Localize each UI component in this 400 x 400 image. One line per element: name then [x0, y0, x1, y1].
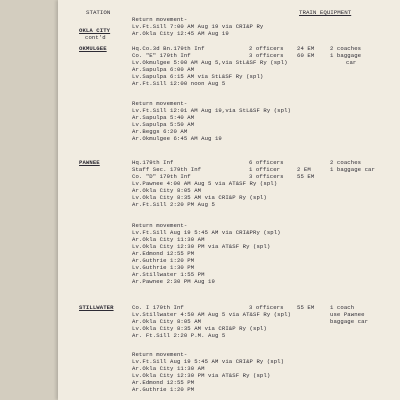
- pawnee-return-label: Return movement-: [132, 222, 188, 229]
- okmulgee-unit: Co. "E" 179th Inf: [132, 52, 191, 59]
- pawnee-equipment: 2 coaches: [330, 159, 362, 166]
- pawnee-line: Lv.Pawnee 4:00 AM Aug 5 via AT&SF Ry (spl): [132, 180, 278, 187]
- pawnee-return-line: Ar.Pawnee 2:30 PM Aug 19: [132, 278, 215, 285]
- stillwater-return-line: Ar.Guthrie 1:20 PM: [132, 386, 195, 393]
- station-okla-city: OKLA CITY: [79, 27, 111, 34]
- okmulgee-return-line: Lv.Sapulpa 5:50 AM: [132, 121, 195, 128]
- okmulgee-return-line: Ar.Okmulgee 6:45 AM Aug 19: [132, 135, 222, 142]
- pawnee-em: 2 EM: [297, 166, 311, 173]
- pawnee-unit: Hq.179th Inf: [132, 159, 174, 166]
- station-contd: cont'd: [85, 34, 106, 41]
- stillwater-officers: 3 officers: [249, 304, 284, 311]
- stillwater-line: Lv.Stillwater 4:50 AM Aug 5 via AT&SF Ry (spl): [132, 311, 292, 318]
- okmulgee-return-label: Return movement-: [132, 100, 188, 107]
- pawnee-line: Ar.Okla City 8:05 AM: [132, 187, 202, 194]
- binder-margin: [0, 0, 58, 400]
- stillwater-equipment: 1 coach: [330, 304, 355, 311]
- pawnee-unit: Co. "D" 179th Inf: [132, 173, 191, 180]
- okmulgee-return-line: Lv.Ft.Sill 12:01 AM Aug 19,via StL&SF Ry (spl): [132, 107, 292, 114]
- okmulgee-equipment: 2 coaches: [330, 45, 362, 52]
- okmulgee-line: Lv.Sapulpa 6:15 AM via StL&SF Ry (spl): [132, 73, 264, 80]
- okmulgee-em: 24 EM: [297, 45, 315, 52]
- okmulgee-return-line: Ar.Beggs 6:20 AM: [132, 128, 188, 135]
- okmulgee-officers: 2 officers: [249, 45, 284, 52]
- station-header: STATION: [86, 9, 111, 16]
- stillwater-line: Ar.Okla City 8:05 AM: [132, 318, 202, 325]
- train-equipment-header: TRAIN EQUIPMENT: [299, 9, 352, 16]
- stillwater-equipment: use Pawnee: [330, 311, 365, 318]
- stillwater-return-line: Ar.Okla City 11:30 AM: [132, 365, 205, 372]
- stillwater-return-line: Lv.Ft.Sill Aug 19 5:45 AM via CRI&P Ry (spl): [132, 358, 285, 365]
- okla-return-label: Return movement-: [132, 16, 188, 23]
- okla-return-line: Lv.Ft.Sill 7:00 AM Aug 19 via CRI&P Ry: [132, 23, 264, 30]
- pawnee-return-line: Ar.Stillwater 1:55 PM: [132, 271, 205, 278]
- stillwater-line: Ar. Ft.Sill 2:20 P.M. Aug 5: [132, 332, 226, 339]
- pawnee-return-line: Ar.Guthrie 1:20 PM: [132, 257, 195, 264]
- pawnee-em: 55 EM: [297, 173, 315, 180]
- stillwater-line: Lv.Okla City 8:35 AM via CRI&P Ry (spl): [132, 325, 267, 332]
- station-pawnee: PAWNEE: [79, 159, 100, 166]
- pawnee-officers: 6 officers: [249, 159, 284, 166]
- stillwater-return-line: Ar.Edmond 12:55 PM: [132, 379, 195, 386]
- pawnee-equipment: 1 baggage car: [330, 166, 375, 173]
- okmulgee-line: Lv.Okmulgee 5:00 AM Aug 5,via StL&SF Ry (spl): [132, 59, 288, 66]
- okla-return-line: Ar.Okla City 12:45 AM Aug 19: [132, 30, 229, 37]
- okmulgee-equipment: 1 baggage: [330, 52, 362, 59]
- pawnee-unit: Staff Sec. 179th Inf: [132, 166, 202, 173]
- okmulgee-line: Ar.Ft.Sill 12:00 noon Aug 5: [132, 80, 226, 87]
- stillwater-unit: Co. I 179th Inf: [132, 304, 184, 311]
- stillwater-em: 55 EM: [297, 304, 315, 311]
- stillwater-equipment: baggage car: [330, 318, 369, 325]
- document-page: [58, 0, 400, 400]
- pawnee-return-line: Lv.Okla City 12:30 PM via AT&SF Ry (spl): [132, 243, 271, 250]
- pawnee-line: Ar.Ft.Sill 2:20 PM Aug 5: [132, 201, 215, 208]
- okmulgee-line: Ar.Sapulpa 6:00 AM: [132, 66, 195, 73]
- stillwater-return-line: Lv.Okla City 12:30 PM via AT&SF Ry (spl): [132, 372, 271, 379]
- okmulgee-return-line: Ar.Sapulpa 5:40 AM: [132, 114, 195, 121]
- pawnee-line: Lv.Okla City 8:35 AM via CRI&P Ry (spl): [132, 194, 267, 201]
- pawnee-officers: 1 officer: [249, 166, 281, 173]
- pawnee-return-line: Ar.Edmond 12:55 PM: [132, 250, 195, 257]
- station-stillwater: STILLWATER: [79, 304, 114, 311]
- stillwater-return-label: Return movement-: [132, 351, 188, 358]
- okmulgee-em: 60 EM: [297, 52, 315, 59]
- pawnee-officers: 3 officers: [249, 173, 284, 180]
- pawnee-return-line: Lv.Ft.Sill Aug 19 5:45 AM via CRI&PRy (spl): [132, 229, 281, 236]
- okmulgee-officers: 3 officers: [249, 52, 284, 59]
- pawnee-return-line: Lv.Guthrie 1:30 PM: [132, 264, 195, 271]
- okmulgee-unit: Hq.Co.3d Bn.179th Inf: [132, 45, 205, 52]
- station-okmulgee: OKMULGEE: [79, 45, 107, 52]
- okmulgee-equipment: car: [346, 59, 357, 66]
- pawnee-return-line: Ar.Okla City 11:30 AM: [132, 236, 205, 243]
